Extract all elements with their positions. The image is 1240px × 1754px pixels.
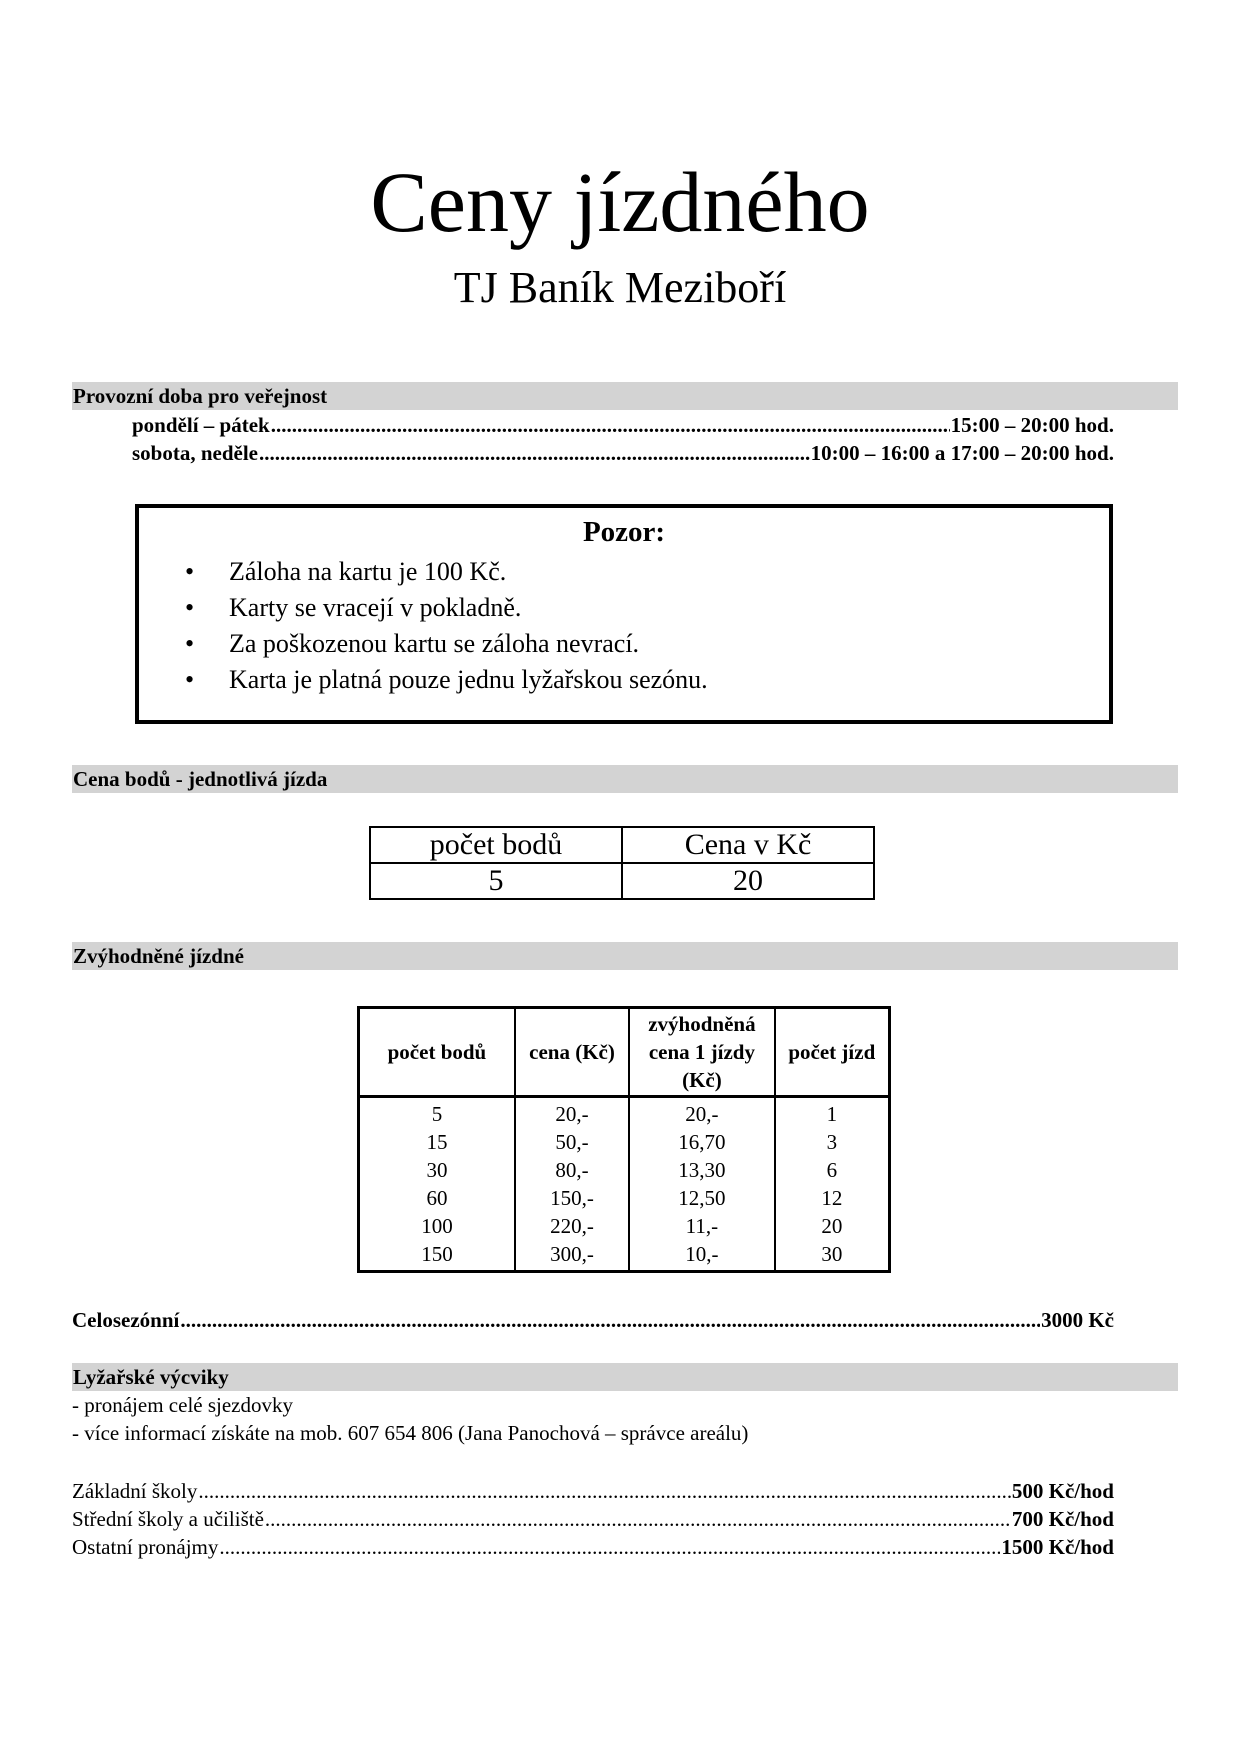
table-cell: 20 [622,863,874,899]
table-cell: 60 [359,1184,515,1212]
section-heading-opening-hours: Provozní doba pro veřejnost [72,382,1178,410]
table-cell: 300,- [515,1240,629,1272]
table-cell: 30 [775,1240,890,1272]
season-pass-row [72,1306,1114,1334]
table-cell: 15 [359,1128,515,1156]
table-cell: 5 [359,1097,515,1129]
table-cell: 12,50 [629,1184,774,1212]
rate-label: Základní školy [72,1479,198,1503]
table-cell: 10,- [629,1240,774,1272]
table-row [359,1128,890,1156]
notice-item: • Záloha na kartu je 100 Kč. [185,554,708,590]
table-cell: 13,30 [629,1156,774,1184]
dot-leader [265,1505,1011,1533]
rate-label: Ostatní pronájmy [72,1535,219,1559]
table-cell: 20,- [629,1097,774,1129]
season-pass-label: Celosezónní [72,1308,180,1332]
section-heading-single-ride: Cena bodů - jednotlivá jízda [72,765,1178,793]
table-cell: 150 [359,1240,515,1272]
rate-value: 500 Kč/hod [1011,1479,1114,1503]
table-cell: 16,70 [629,1128,774,1156]
table-row [359,1156,890,1184]
rate-row [72,1505,1114,1533]
notice-box [135,504,1113,724]
opening-hours-value: 15:00 – 20:00 hod. [950,413,1114,437]
table-row [359,1184,890,1212]
table-header-cell: Cena v Kč [622,827,874,863]
table-cell: 150,- [515,1184,629,1212]
dot-leader [198,1477,1010,1505]
table-cell: 1 [775,1097,890,1129]
table-cell: 20,- [515,1097,629,1129]
dot-leader [219,1533,1000,1561]
table-cell: 80,- [515,1156,629,1184]
section-heading-ski-training: Lyžařské výcviky [72,1363,1178,1391]
rate-value: 700 Kč/hod [1011,1507,1114,1531]
table-row [359,1212,890,1240]
table-cell: 50,- [515,1128,629,1156]
opening-hours-row-weekend [132,439,1114,467]
table-header-row [359,1008,890,1097]
opening-hours-row-weekdays [132,411,1114,439]
notice-item: • Za poškozenou kartu se záloha nevrací. [185,626,708,662]
notice-title: Pozor: [582,516,666,548]
notice-item: • Karty se vracejí v pokladně. [185,590,708,626]
table-row [359,1097,890,1129]
table-cell: 3 [775,1128,890,1156]
dot-leader [259,439,810,467]
table-cell: 11,- [629,1212,774,1240]
rate-label: Střední školy a učiliště [72,1507,264,1531]
table-row [359,1240,890,1272]
page-title: Ceny jízdného [370,154,870,250]
table-header-cell: počet jízd [775,1008,890,1097]
opening-hours-label: sobota, neděle [132,441,258,465]
discount-table [357,1006,891,1273]
table-cell: 5 [370,863,622,899]
rate-row [72,1477,1114,1505]
opening-hours-value: 10:00 – 16:00 a 17:00 – 20:00 hod. [810,441,1114,465]
table-cell: 20 [775,1212,890,1240]
table-header-cell: zvýhodněná cena 1 jízdy (Kč) [629,1008,774,1097]
rate-value: 1500 Kč/hod [1001,1535,1114,1559]
table-header-cell: počet bodů [370,827,622,863]
rate-row [72,1533,1114,1561]
opening-hours-label: pondělí – pátek [132,413,270,437]
notice-list [185,554,708,698]
table-cell: 30 [359,1156,515,1184]
table-cell: 220,- [515,1212,629,1240]
ski-training-note: - pronájem celé sjezdovky [72,1393,293,1417]
season-pass-value: 3000 Kč [1041,1308,1114,1332]
table-cell: 100 [359,1212,515,1240]
page-subtitle: TJ Baník Meziboří [453,263,787,312]
table-header-cell: počet bodů [359,1008,515,1097]
table-cell: 6 [775,1156,890,1184]
dot-leader [180,1306,1040,1334]
single-ride-table [369,826,875,900]
table-header-cell: cena (Kč) [515,1008,629,1097]
table-cell: 12 [775,1184,890,1212]
ski-training-note: - více informací získáte na mob. 607 654 806 (Jana Panochová – správce areálu) [72,1421,749,1445]
dot-leader [271,411,950,439]
notice-item: • Karta je platná pouze jednu lyžařskou sezónu. [185,662,708,698]
section-heading-discount: Zvýhodněné jízdné [72,942,1178,970]
